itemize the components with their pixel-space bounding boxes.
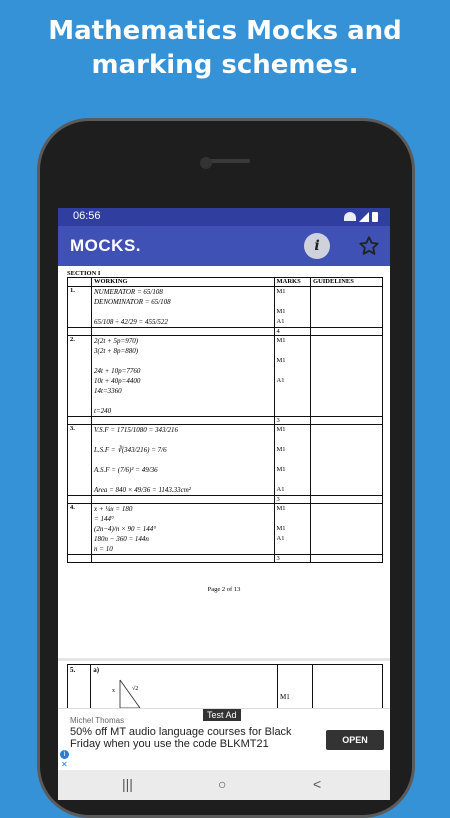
triangle-diagram xyxy=(110,678,150,708)
header-no xyxy=(68,278,92,287)
phone-speaker xyxy=(210,159,250,163)
total-spacer xyxy=(91,496,274,504)
question-number: 5. xyxy=(68,665,91,709)
table-row xyxy=(68,336,383,417)
promo-headline xyxy=(0,14,450,82)
question-marks xyxy=(274,336,311,417)
mark-line: M1 xyxy=(276,505,286,512)
mark-line xyxy=(277,346,309,356)
working-line: t=240 xyxy=(93,407,112,415)
status-icons xyxy=(344,212,380,222)
working-line xyxy=(94,435,272,445)
question-guidelines xyxy=(311,425,383,496)
header-marks: MARKS xyxy=(274,278,311,287)
working-line: x + ¼x = 180 xyxy=(93,505,133,513)
app-title: MOCKS. xyxy=(70,236,141,255)
header-guidelines: GUIDELINES xyxy=(311,278,383,287)
working-line: L.S.F = ∛(343/216) = 7/6 xyxy=(93,446,167,454)
triangle-left-label: x xyxy=(112,688,115,694)
total-row xyxy=(68,496,383,504)
total-spacer xyxy=(91,555,274,563)
working-line: 24t + 10p=7760 xyxy=(93,367,141,375)
wifi-icon xyxy=(344,212,356,221)
recents-button[interactable]: ||| xyxy=(122,776,133,792)
app-screen xyxy=(58,208,390,800)
working-line: Area = 840 × 49/36 = 1143.33cm² xyxy=(93,486,191,494)
question-total: 3 xyxy=(274,496,311,504)
total-row xyxy=(68,555,383,563)
question-working xyxy=(91,287,274,328)
marking-scheme-table xyxy=(67,277,383,563)
mark-line: M1 xyxy=(276,525,286,532)
question-total: 3 xyxy=(274,417,311,425)
mark-line: A1 xyxy=(276,318,285,325)
working-line xyxy=(94,356,272,366)
total-spacer xyxy=(68,555,92,563)
question-marks xyxy=(274,287,311,328)
section-title: SECTION I xyxy=(67,270,101,277)
total-spacer xyxy=(311,496,383,504)
signal-icon xyxy=(359,212,369,222)
working-line: 3(2t + 8p=880) xyxy=(93,347,139,355)
total-spacer xyxy=(311,555,383,563)
question-number: 4. xyxy=(68,504,92,555)
question-guidelines xyxy=(311,287,383,328)
question-marks: M1 xyxy=(277,665,312,709)
ad-advertiser: Michel Thomas xyxy=(70,716,125,725)
question-marks xyxy=(274,504,311,555)
total-spacer xyxy=(68,417,92,425)
total-row xyxy=(68,328,383,336)
total-row xyxy=(68,417,383,425)
ad-banner[interactable] xyxy=(58,708,390,771)
phone-camera xyxy=(200,157,212,169)
total-spacer xyxy=(91,417,274,425)
total-spacer xyxy=(91,328,274,336)
mark-line: A1 xyxy=(276,486,285,493)
working-line: (2n−4)/n × 90 = 144° xyxy=(93,525,157,533)
working-line: 10t + 40p=4400 xyxy=(93,377,141,385)
table-row xyxy=(68,504,383,555)
part-label: a) xyxy=(93,666,100,674)
working-line: 180n − 360 = 144n xyxy=(93,535,149,543)
question-guidelines xyxy=(313,665,383,709)
working-line: DENOMINATOR = 65/108 xyxy=(93,298,171,306)
table-row xyxy=(68,287,383,328)
question-number: 1. xyxy=(68,287,92,328)
ad-choices-icon[interactable]: i xyxy=(60,750,69,759)
battery-icon xyxy=(372,212,378,222)
question-guidelines xyxy=(311,336,383,417)
working-line xyxy=(94,475,272,485)
total-spacer xyxy=(68,328,92,336)
triangle-hypotenuse-label: √2 xyxy=(132,686,139,692)
ad-text[interactable]: 50% off MT audio language courses for Black Friday when you use the code BLKMT21 xyxy=(70,726,292,750)
mark-line xyxy=(277,514,309,524)
mark-line: M1 xyxy=(276,308,286,315)
mark-line: M1 xyxy=(276,466,286,473)
working-line: n = 10 xyxy=(93,545,113,553)
mark-line: M1 xyxy=(276,337,286,344)
back-button[interactable]: < xyxy=(313,776,322,792)
working-line xyxy=(94,396,272,406)
working-line xyxy=(94,307,272,317)
mark-line xyxy=(277,366,309,376)
working-line: 14t=3360 xyxy=(93,387,122,395)
status-time: 06:56 xyxy=(73,210,101,222)
table-header-row xyxy=(68,278,383,287)
working-line: 2(2t + 5p=970) xyxy=(93,337,139,345)
working-line xyxy=(94,455,272,465)
question-marks xyxy=(274,425,311,496)
question-working xyxy=(91,504,274,555)
system-nav-bar xyxy=(58,770,390,800)
mark-line: A1 xyxy=(276,535,285,542)
headline-line-2: marking schemes. xyxy=(91,50,359,80)
mark-line xyxy=(277,475,309,485)
total-spacer xyxy=(68,496,92,504)
star-icon[interactable] xyxy=(356,233,382,259)
mark-line: M1 xyxy=(276,426,286,433)
question-working xyxy=(91,425,274,496)
status-bar xyxy=(58,208,390,226)
mark-line: M1 xyxy=(276,357,286,364)
question-working xyxy=(91,336,274,417)
working-line: = 144° xyxy=(93,515,114,523)
info-icon[interactable]: i xyxy=(304,233,330,259)
mark-line: M1 xyxy=(276,288,286,295)
headline-line-1: Mathematics Mocks and xyxy=(48,16,402,46)
app-bar xyxy=(58,226,390,266)
test-ad-badge: Test Ad xyxy=(203,709,241,721)
header-working: WORKING xyxy=(91,278,274,287)
mark-line: M1 xyxy=(276,446,286,453)
page-label: Page 2 of 13 xyxy=(207,586,241,593)
mark-line xyxy=(277,297,309,307)
table-row xyxy=(68,425,383,496)
total-spacer xyxy=(311,328,383,336)
mark-line xyxy=(277,435,309,445)
working-line: V.S.F = 1715/1080 = 343/216 xyxy=(93,426,178,434)
question-number: 2. xyxy=(68,336,92,417)
ad-open-button[interactable]: OPEN xyxy=(326,730,384,750)
question-guidelines xyxy=(311,504,383,555)
working-line: NUMERATOR = 65/108 xyxy=(93,288,163,296)
question-total: 4 xyxy=(274,328,311,336)
mark-line: A1 xyxy=(276,377,285,384)
question-number: 3. xyxy=(68,425,92,496)
working-line: A.S.F = (7/6)² = 49/36 xyxy=(93,466,158,474)
working-line: 65/108 ÷ 42/29 = 455/522 xyxy=(93,318,168,326)
questions-body xyxy=(68,287,383,563)
ad-close-icon[interactable]: ✕ xyxy=(61,760,68,769)
question-total: 3 xyxy=(274,555,311,563)
mark-line xyxy=(277,455,309,465)
total-spacer xyxy=(311,417,383,425)
home-button[interactable]: ○ xyxy=(218,776,227,792)
marking-scheme-document[interactable] xyxy=(58,266,390,708)
